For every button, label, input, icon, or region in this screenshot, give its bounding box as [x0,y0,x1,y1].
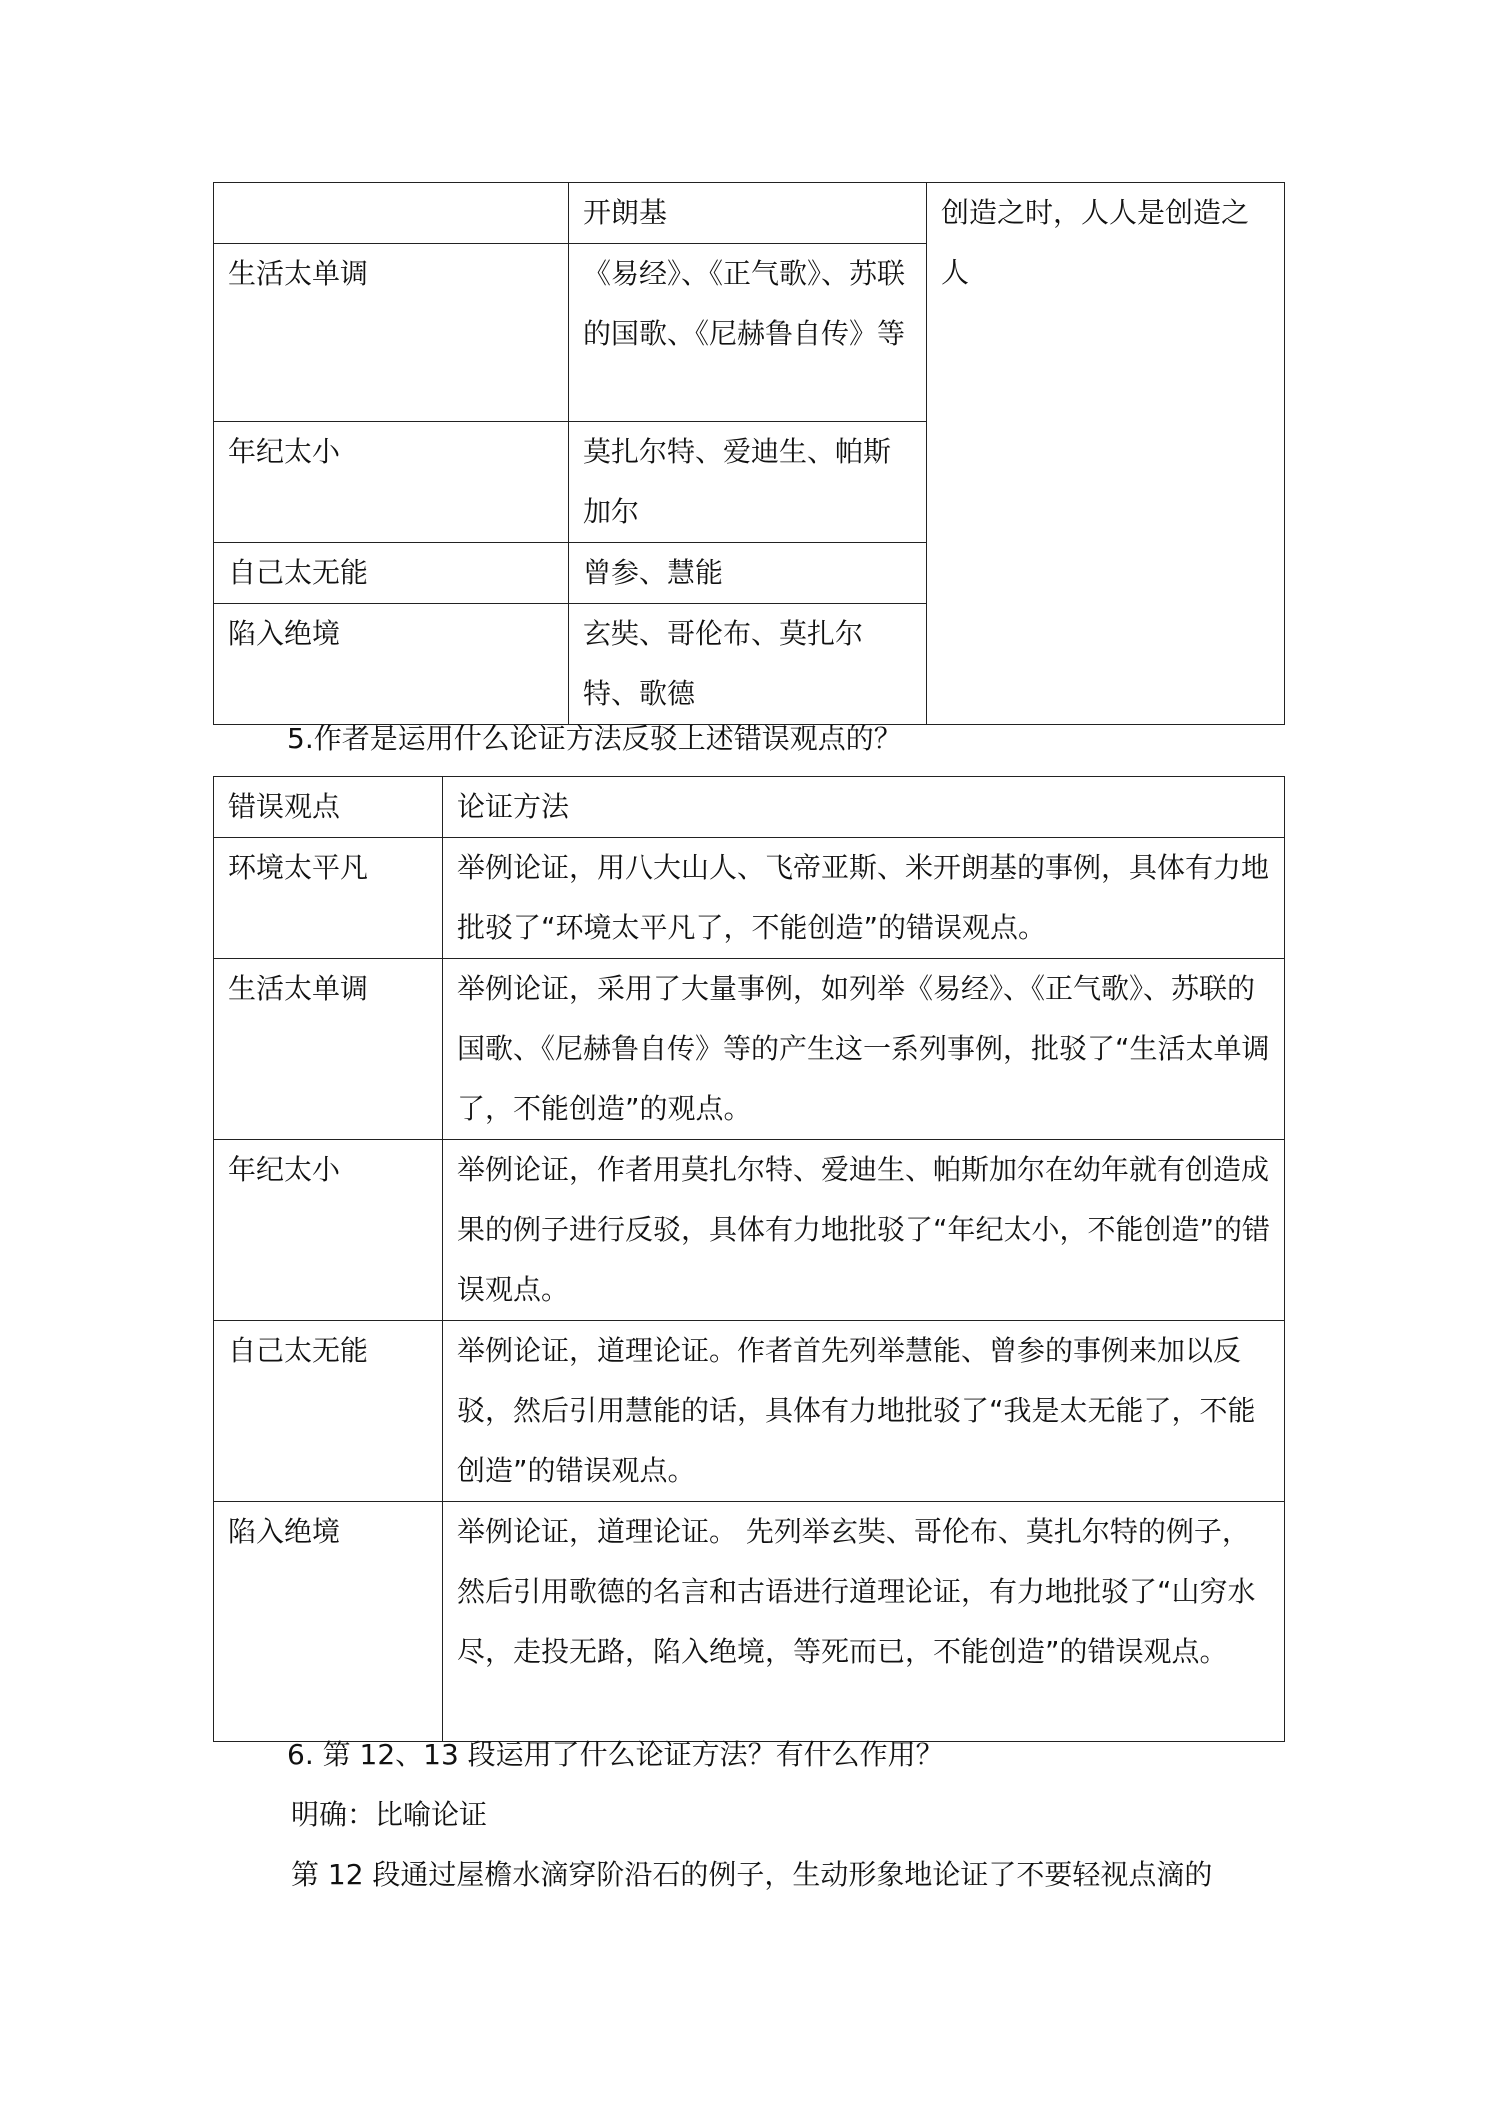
table-header-cell: 论证方法 [443,777,1285,838]
table-cell: 自己太无能 [214,1321,443,1502]
answer-text: 第 12 段通过屋檐水滴穿阶沿石的例子，生动形象地论证了不要轻视点滴的 [291,1858,1213,1891]
table-cell: 自己太无能 [214,543,569,604]
table-cell: 举例论证，道理论证。作者首先列举慧能、曾参的事例来加以反驳，然后引用慧能的话，具体有力地批驳了“我是太无能了，不能创造”的错误观点。 [443,1321,1285,1502]
table-cell: 陷入绝境 [214,604,569,725]
question-6: 6. 第 12、13 段运用了什么论证方法？有什么作用？ [287,1738,944,1771]
table-cell: 曾参、慧能 [569,543,927,604]
table-row [214,1502,1285,1742]
table-cell: 生活太单调 [214,959,443,1140]
table-cell: 玄奘、哥伦布、莫扎尔特、歌德 [569,604,927,725]
table-row [214,838,1285,959]
table-cell: 开朗基 [569,183,927,244]
table-cell-merged: 创造之时，人人是创造之人 [927,183,1285,725]
examples-table [213,182,1285,725]
argument-methods-table [213,776,1285,1742]
table-row [214,1321,1285,1502]
table-cell: 举例论证，用八大山人、飞帝亚斯、米开朗基的事例，具体有力地批驳了“环境太平凡了，不能创造”的错误观点。 [443,838,1285,959]
table-cell: 莫扎尔特、爱迪生、帕斯加尔 [569,422,927,543]
table-row [214,183,1285,244]
table-cell: 举例论证，作者用莫扎尔特、爱迪生、帕斯加尔在幼年就有创造成果的例子进行反驳，具体有力地批驳了“年纪太小，不能创造”的错误观点。 [443,1140,1285,1321]
table-cell: 生活太单调 [214,244,569,422]
table-cell: 陷入绝境 [214,1502,443,1742]
table-cell: 年纪太小 [214,422,569,543]
table-row [214,1140,1285,1321]
table-cell: 环境太平凡 [214,838,443,959]
table-cell: 年纪太小 [214,1140,443,1321]
answer-label: 明确：比喻论证 [291,1798,488,1831]
table-cell: 《易经》、《正气歌》、苏联的国歌、《尼赫鲁自传》等 [569,244,927,422]
table-header-cell: 错误观点 [214,777,443,838]
table-cell: 举例论证，采用了大量事例，如列举《易经》、《正气歌》、苏联的国歌、《尼赫鲁自传》等的产生这一系列事例，批驳了“生活太单调了，不能创造”的观点。 [443,959,1285,1140]
question-5: 5.作者是运用什么论证方法反驳上述错误观点的？ [287,722,902,755]
table-cell [214,183,569,244]
table-header-row [214,777,1285,838]
table-cell: 举例论证，道理论证。 先列举玄奘、哥伦布、莫扎尔特的例子，然后引用歌德的名言和古语进行道理论证，有力地批驳了“山穷水尽，走投无路，陷入绝境，等死而已，不能创造”的错误观点。 [443,1502,1285,1742]
table-row [214,959,1285,1140]
